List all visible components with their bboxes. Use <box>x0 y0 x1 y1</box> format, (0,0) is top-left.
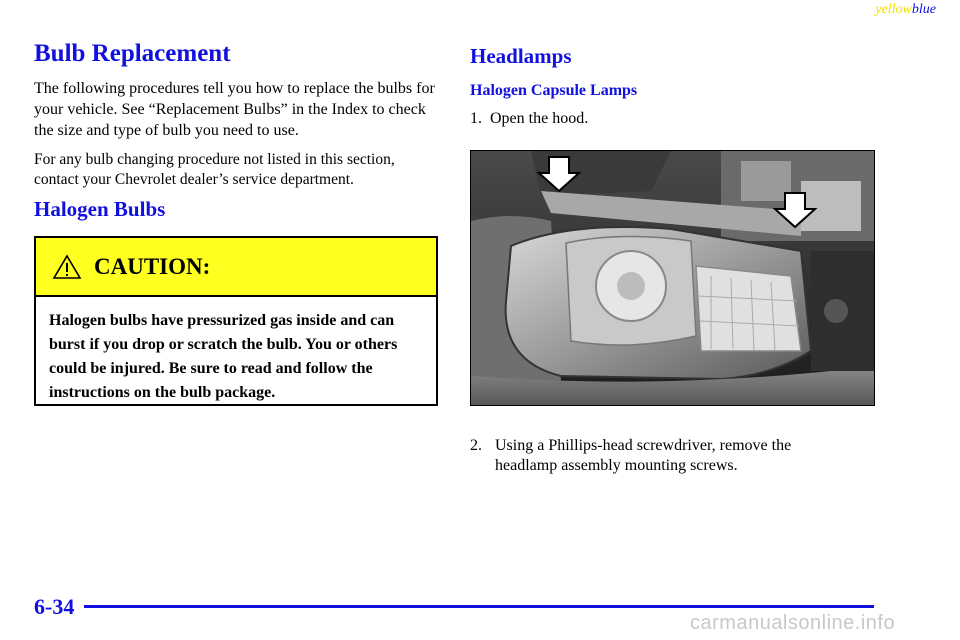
step-1-number: 1. <box>470 110 482 127</box>
left-column <box>34 40 442 190</box>
page-title: Bulb Replacement <box>34 40 231 67</box>
caution-header <box>36 238 436 297</box>
step-1-text: Open the hood. <box>490 110 589 127</box>
watermark-text: carmanualsonline.info <box>690 612 896 634</box>
color-tag <box>875 2 936 18</box>
headlamps-heading: Headlamps <box>470 44 572 68</box>
halogen-capsule-heading: Halogen Capsule Lamps <box>470 82 638 99</box>
caution-box <box>34 236 438 406</box>
intro-paragraph: The following procedures tell you how to replace the bulbs for your vehicle. See “Replacement Bulbs” in the Index to check the size and type of bulb you need to use. <box>34 80 435 139</box>
headlamp-illustration <box>471 151 875 406</box>
dealer-paragraph: For any bulb changing procedure not listed in this section, contact your Chevrolet dealer’s service department. <box>34 151 395 188</box>
step-2-number: 2. <box>470 437 482 454</box>
halogen-bulbs-heading: Halogen Bulbs <box>34 197 166 221</box>
step-2 <box>470 436 890 476</box>
headlamp-photo <box>470 150 875 406</box>
page-number: 6-34 <box>34 594 75 619</box>
step-2-line1: Using a Phillips-head screwdriver, remove the <box>495 437 792 454</box>
warning-triangle-icon <box>52 254 82 280</box>
step-1 <box>470 110 588 128</box>
step-2-line2: headlamp assembly mounting screws. <box>495 457 738 474</box>
tag-yellow: yellow <box>875 2 912 17</box>
tag-blue: blue <box>911 2 936 17</box>
caution-text: Halogen bulbs have pressurized gas inside and can burst if you drop or scratch the bulb. You or others could be injured. Be sure to read and follow the instructions on the bulb package. <box>49 312 398 401</box>
caution-title: CAUTION: <box>94 253 211 279</box>
footer-rule <box>84 605 874 608</box>
